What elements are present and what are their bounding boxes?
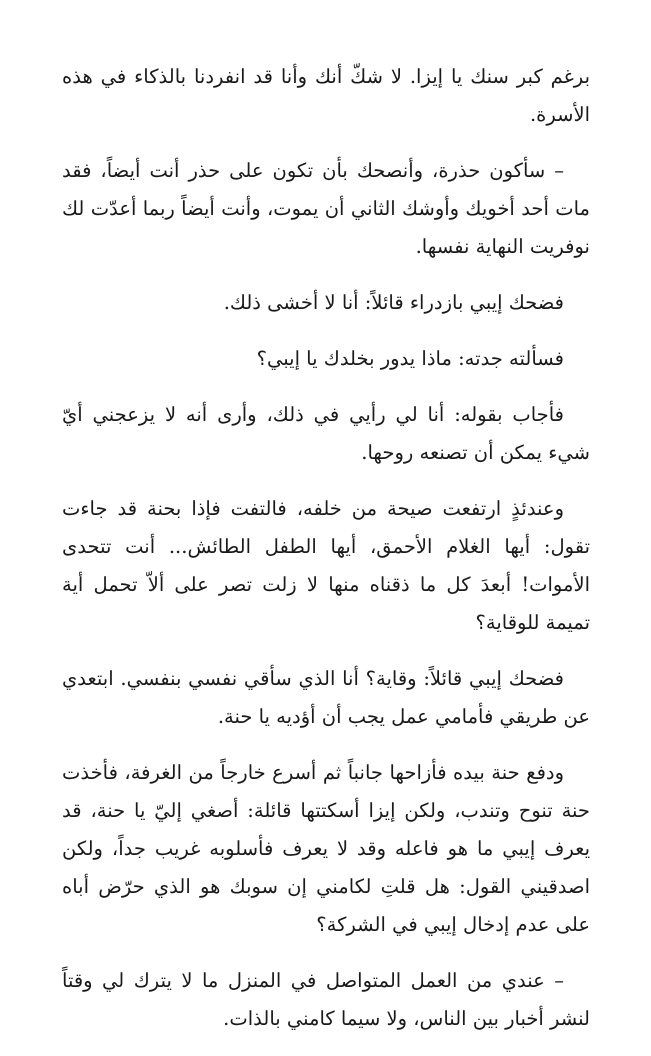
- paragraph-9: – عندي من العمل المتواصل في المنزل ما لا يترك لي وقتاً لنشر أخبار بين الناس، ولا سيما كامني بالذات.: [62, 969, 590, 1030]
- page-text: [62, 58, 590, 1056]
- paragraph-6: وعندئذٍ ارتفعت صيحة من خلفه، فالتفت فإذا بحنة قد جاءت تقول: أيها الغلام الأحمق، أيها الطفل الطائش... أنت تتحدى الأموات! أبعدَ كل ما ذقناه منها لا زلت تصر على ألاّ تحمل أية تميمة للوقاية؟: [62, 497, 590, 634]
- paragraph-8: ودفع حنة بيده فأزاحها جانباً ثم أسرع خارجاً من الغرفة، فأخذت حنة تنوح وتندب، ولكن إيزا أسكتتها قائلة: أصغي إليّ يا حنة، قد يعرف إيبي ما هو فاعله وقد لا يعرف فأسلوبه غريب جداً، ولكن اصدقيني القول: هل قلتِ لكامني إن سوبك هو الذي حرّض أباه على عدم إدخال إيبي في الشركة؟: [62, 761, 590, 936]
- paragraph-7: فضحك إيبي قائلاً: وقاية؟ أنا الذي سأقي نفسي بنفسي. ابتعدي عن طريقي فأمامي عمل يجب أن أؤديه يا حنة.: [62, 667, 590, 728]
- paragraph-3: فضحك إيبي بازدراء قائلاً: أنا لا أخشى ذلك.: [223, 291, 564, 314]
- paragraph-4: فسألته جدته: ماذا يدور بخلدك يا إيبي؟: [256, 347, 564, 370]
- paragraph-5: فأجاب بقوله: أنا لي رأيي في ذلك، وأرى أنه لا يزعجني أيّ شيء يمكن أن تصنعه روحها.: [62, 403, 590, 464]
- paragraph-2: – سأكون حذرة، وأنصحك بأن تكون على حذر أنت أيضاً، فقد مات أحد أخويك وأوشك الثاني أن يموت، وأنت أيضاً ربما أعدّت لك نوفريت النهاية نفسها.: [62, 159, 590, 258]
- paragraph-1: برغم كبر سنك يا إيزا. لا شكّ أنك وأنا قد انفردنا بالذكاء في هذه الأسرة.: [62, 65, 590, 126]
